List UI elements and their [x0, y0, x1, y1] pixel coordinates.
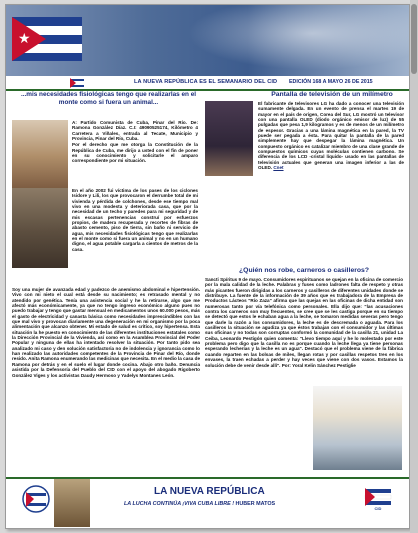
tv-source-link[interactable]: Cnet [273, 165, 284, 171]
milk-bottles-photo [313, 386, 402, 470]
cid-seal-icon [20, 485, 52, 513]
scrollbar-thumb[interactable] [411, 4, 417, 74]
milk-article-headline: ¿Quién nos robe, carneros o casilleros? [239, 267, 369, 274]
header-masthead-text: LA NUEVA REPÚBLICA ES EL SEMANARIO DEL CID [134, 79, 278, 85]
footer-title: LA NUEVA REPÚBLICA [154, 486, 265, 497]
left-article-headline-block [16, 91, 201, 106]
svg-text:CID: CID [374, 506, 382, 511]
document-page [5, 4, 410, 529]
tv-article-body [258, 101, 404, 170]
milk-article-p1: Sancti Spíritus 9 de mayo. Consumidores espirituanos se quejan en la oficina de comercio por la mala calidad de la leche. Palabras y fuses como ladrones falta de respeto y otras más picantes fueron dirigidas a los carneros y casilleros de diferentes unidades donde se distribuye. La fuente de la información de 39 años que es trabajadora de la Empresa de Productos Lácteos "Río Zaza" afirma que las quejas en las oficinas de dicha entidad son numerosas tanto por vía telefónica como personales. Ella dijo que: "las acusaciones contra los carneros son muy frecuentes, se cree que se les castiga porque en su tiempo se detectó que estos le echaban agua a la leche, se tomaron medidas severas pero tengo que darle la razón a los consumidores, la leche es de descremada o aguada. Para los casilleros la situación se agudiza ya que éstos trabajan con el consumidor y las últimas sus oficinas y no todas son corruptas conformó la comunidad de la casilla 21, unidad La Ceiba, Leonardo Pestigón quien comenta: "Llevo tiempo aquí y he lo molestado por este problema pero digo que la casilla no es porque cuando la leche llega ya tiene personas esperando lecherías y la leche es un agua". Destacó que el problema viene de la fábrica cuando reparten en las bolsas de miles, llegan rotas y por casillas respetos tres en los envases, la traen echadas a perder y hay veces que viene con dos vasos. Estamos la solución debe de venir desde allí". [205, 277, 403, 368]
left-article-p2: Por el derecho que me otorga la Constitución de la República de Cuba, me dirijo a usted con el fin de poner en su conocimiento y solicitarle el amparo correspondiente por mi situación. [72, 142, 198, 164]
footer-tagline [124, 501, 275, 507]
left-article-headline: ...mis necesidades fisiológicas tengo que realizarlas en el monte como si fuera un animal... [20, 91, 197, 106]
milk-article-signature: Por: Yoral Kelin Sánchez Pestiglie [281, 362, 356, 368]
footer-tagline-name: HUBER MATOS [235, 501, 276, 507]
cid-logo-icon [70, 78, 84, 88]
left-article-p3: En el año 2002 fui víctima de los pases de los ciclones Isidore y Lili, los que provocaron el derrumbe total de mi vivienda y pérdida de colchones, desde ese tiempo mal vivo en una modesta y deteriorada casa, que por la necesidad de un techo y paredes para mi seguridad y de mis escasas pertenencias construí por esfuerzos propios, de madera recuperada y recortes de fibras de abasto cemento, piso de tierra, sin baño ni servicio de agua, mis necesidades fisiológicas tengo que realizarlas en el monte como si fuera un animal y no en un humano digno, el agua potable cargarla a cientos de metros de la casa. [72, 188, 198, 252]
milk-article-headline-block [205, 267, 403, 275]
left-article-p4: Soy una mujer de avanzada edad y padezco de anemismo abdominal e hipertensión. Vivo con mi nieto el cual está desde su nacimiento; es retrasado mental y no atendido por genética. Tenía una asistencia social y he la retirarse, algo que me afectó más económicamente, ya que no tengo ingreso económico alguno pues no puedo trabajar y tengo que gastar mensual en medicamentos unos 60.000 pesos, más el gasto de electricidad y canasta básica como necesidades imprescindibles con las que mal vivo y provocan diariamente una degeneración en mi organismo por la poca alimentación que alcanzo obtener. Mi estado de salud es crítico, soy hipertensa. Esta situación la he puesto en conocimiento de las diferentes instituciones estatales como la Dirección Provincial de la Vivienda, así como en la Asamblea Provincial del Poder Popular y ninguna de ellas ha intentado resolver la situación. Por tanto pido sea analizado mi caso y den solución satisfactoria no de indolencia y ignorancia como lo han realizado las autoridades competentes de la Provincia de Pinar del Río, donde resido. Anita Ramona enumerando las medicinas que necesita. En el medio la casa de Ramona por detrás y en el suelo el lugar donde cocina. Abajo otro baño. Denuncia asistida por la Defensoría del Pueblo del CID con el apoyo del abogado Rigoberto González Viges y los activistas Daudy Hermoso y Yadelys Montanes León. [12, 287, 200, 378]
huber-matos-photo [54, 479, 90, 527]
header-edition-date: EDICIÓN 168 A MAYO 26 DE 2015 [289, 79, 373, 85]
cid-logo-footer-icon [363, 485, 393, 511]
left-article-p4-block [12, 287, 200, 378]
house-photo [12, 188, 68, 268]
milk-article-body [205, 277, 403, 368]
tv-article-headline: Pantalla de televisión de un milímetro [271, 91, 393, 98]
vertical-scrollbar[interactable] [410, 0, 418, 533]
footer-tagline-italic: LA LUCHA CONTINÚA ¡VIVA CUBA LIBRE ! [124, 501, 234, 507]
tv-article-headline-block [258, 91, 406, 99]
tv-photo [205, 101, 253, 176]
tv-article-p1: El fabricante de televisores LG ha dado a conocer una televisión sumamente delgada. En un evento de prensa el martes 19 de mayor en el país de origen, Corea del Sur, LG mostró un televisor con una pantalla OLED (diodo orgánico emisor de luz) de 55 pulgadas que pesa 1,9 kilogramos y es de menos de un milímetro de espesor. Gracias a una lámina magnética en la pared, la TV puede ser pegada a ésta. Para quitar la pantalla de la pared simplemente hay que despegar la lámina magnética. Un compuesto orgánico es catalizar miembro de una clase grande de compuestos químicos cuyas moléculas contienen carbono. Se diferencia de los LCD -cristal líquido- usado en las pantallas de televisión actuales que generan una imagen inferior a las de OLED. [258, 101, 404, 171]
sky-background [166, 5, 409, 76]
left-article-intro [72, 120, 198, 164]
cuban-flag-icon: ★ [12, 17, 82, 61]
left-article-p3-block [72, 188, 198, 252]
cuban-flag-banner [6, 5, 409, 76]
left-article-p1: A: Partido Comunista de Cuba, Pinar del Río. De: Ramona González Díaz. C.I: 49090525174, Kilómetro 4 Carretera a Viñales, entrada al Tecate, Municipio y Provincia, Pinar del Río, Cuba. [72, 120, 198, 142]
